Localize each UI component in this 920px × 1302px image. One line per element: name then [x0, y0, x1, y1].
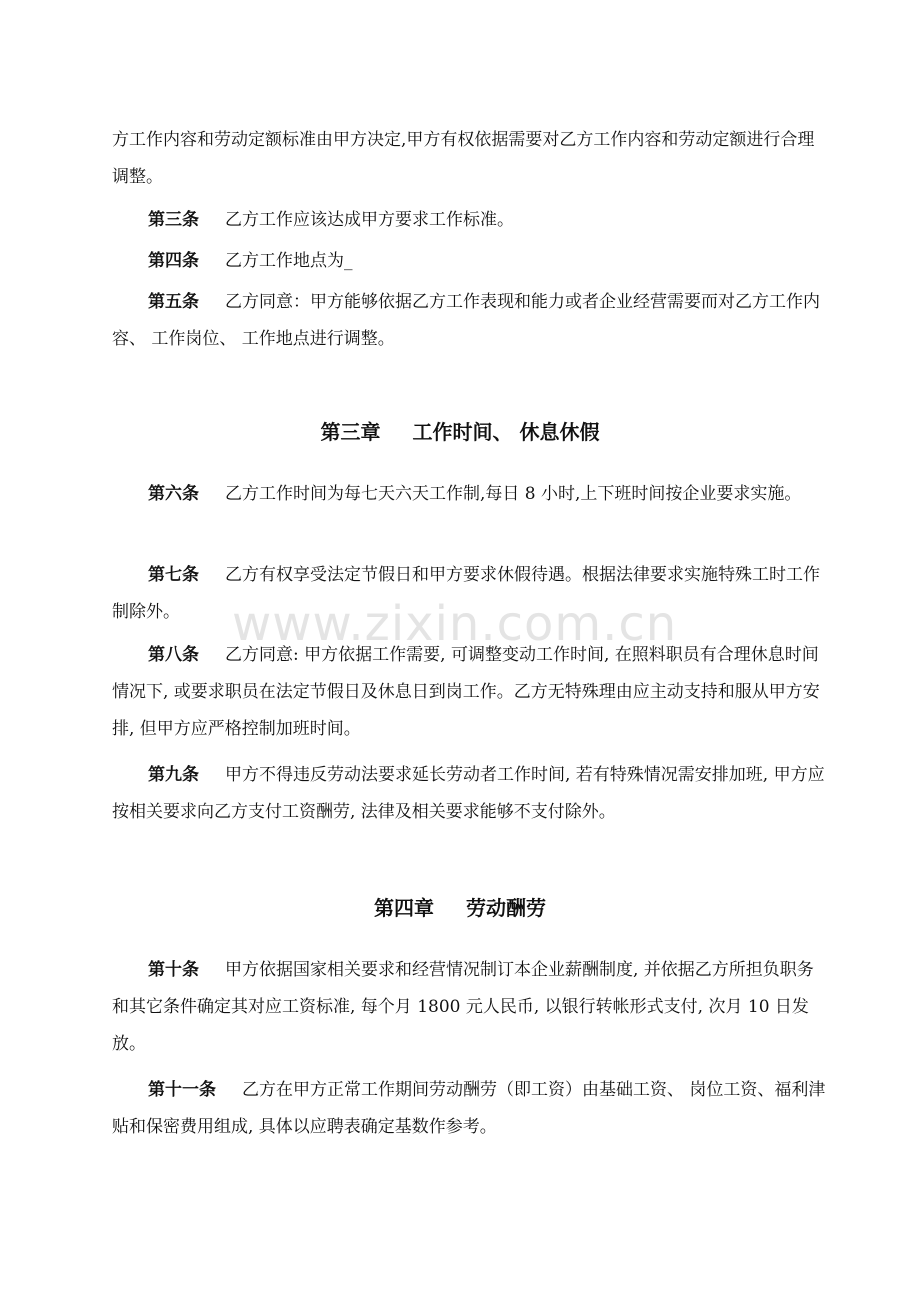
article-label: 第三条: [148, 210, 199, 230]
article-text: 乙方同意：甲方能够依据乙方工作表现和能力或者企业经营需要而对乙方工作内容、 工作岗位、 工作地点进行调整。: [112, 292, 820, 349]
article-5: [112, 284, 828, 358]
article-6: [112, 476, 828, 513]
chapter-number: 第三章: [320, 420, 381, 444]
article-label: 第九条: [148, 765, 199, 785]
article-text: 乙方在甲方正常工作期间劳动酬劳（即工资）由基础工资、 岗位工资、福利津贴和保密费用组成, 具体以应聘表确定基数作参考。: [112, 1080, 826, 1137]
article-label: 第八条: [148, 645, 199, 665]
chapter-4-heading: [0, 892, 920, 921]
article-text: 乙方工作时间为每七天六天工作制,每日 8 小时,上下班时间按企业要求实施。: [225, 484, 802, 504]
article-7: [112, 557, 828, 631]
paragraph-continuation: [112, 122, 828, 196]
chapter-3-heading: [0, 416, 920, 445]
article-label: 第六条: [148, 484, 199, 504]
article-9: [112, 757, 828, 831]
chapter-title: 劳动酬劳: [466, 896, 546, 920]
article-label: 第七条: [148, 565, 199, 585]
article-label: 第十一条: [148, 1080, 216, 1100]
watermark: www.zixin.com.cn: [232, 596, 678, 652]
article-8: [112, 637, 828, 748]
chapter-title: 工作时间、 休息休假: [412, 420, 600, 444]
chapter-number: 第四章: [374, 896, 434, 920]
article-11: [112, 1072, 828, 1146]
paragraph-text: 方工作内容和劳动定额标准由甲方决定,甲方有权依据需要对乙方工作内容和劳动定额进行合理调整。: [112, 130, 815, 187]
article-text: 乙方同意: 甲方依据工作需要, 可调整变动工作时间, 在照料职员有合理休息时间情况下, 或要求职员在法定节假日及休息日到岗工作。乙方无特殊理由应主动支持和服从甲方安排, 但甲方应严格控制加班时间。: [112, 645, 820, 739]
article-label: 第五条: [148, 292, 199, 312]
article-text: 乙方工作应该达成甲方要求工作标准。: [225, 210, 514, 230]
article-label: 第十条: [148, 960, 199, 980]
article-text: 乙方有权享受法定节假日和甲方要求休假待遇。根据法律要求实施特殊工时工作制除外。: [112, 565, 820, 622]
article-4: [112, 243, 828, 280]
article-text: 乙方工作地点为_: [225, 251, 353, 271]
article-10: [112, 952, 828, 1063]
article-label: 第四条: [148, 251, 199, 271]
article-3: [112, 202, 828, 239]
article-text: 甲方依据国家相关要求和经营情况制订本企业薪酬制度, 并依据乙方所担负职务和其它条件确定其对应工资标准, 每个月 1800 元人民币, 以银行转帐形式支付, 次月 10 日发放。: [112, 960, 814, 1054]
article-text: 甲方不得违反劳动法要求延长劳动者工作时间, 若有特殊情况需安排加班, 甲方应按相关要求向乙方支付工资酬劳, 法律及相关要求能够不支付除外。: [112, 765, 825, 822]
